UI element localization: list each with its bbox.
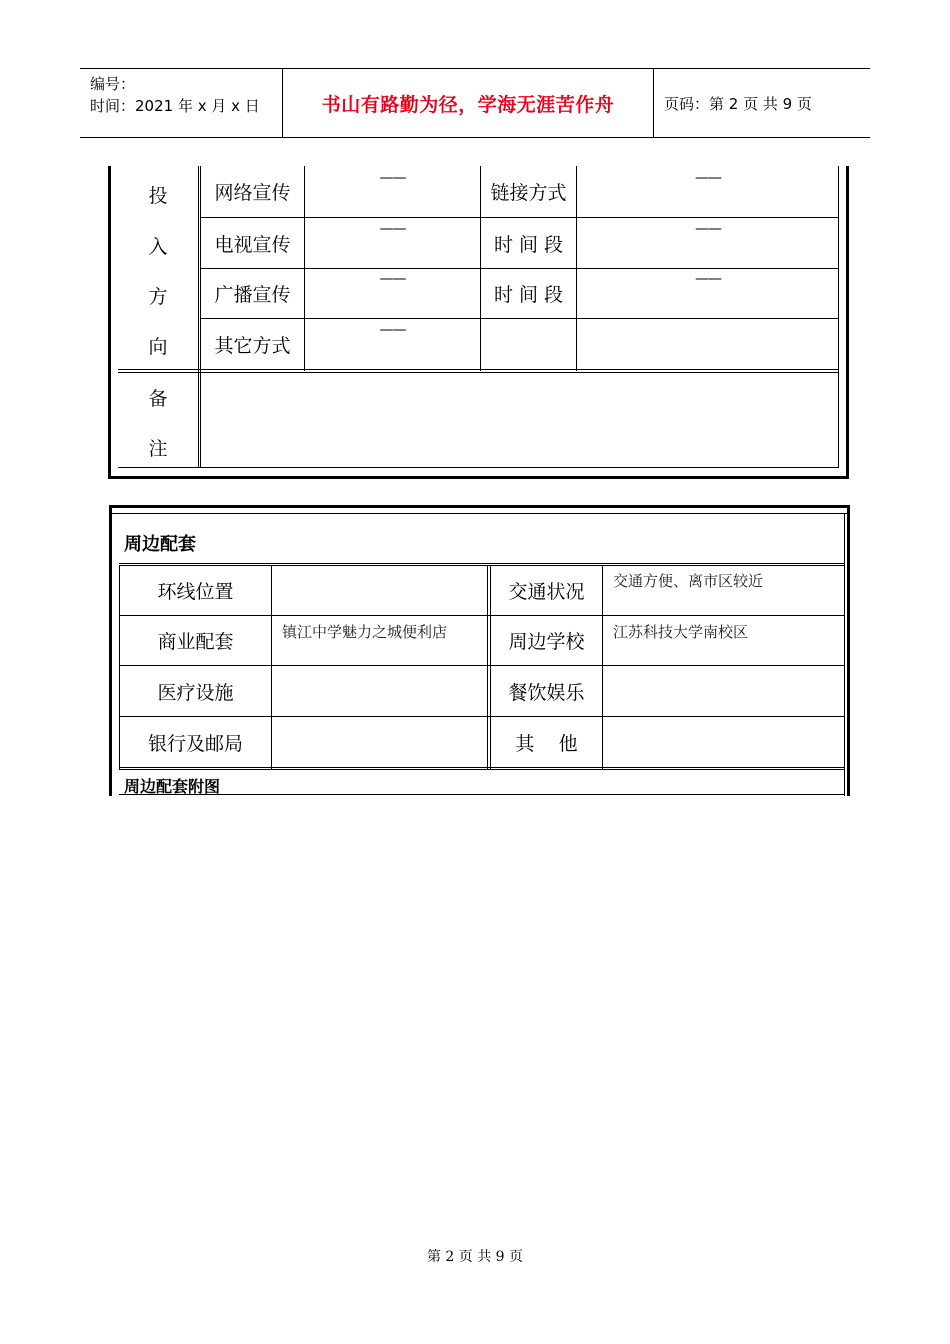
side-char-3: 方 <box>148 286 168 308</box>
time-label: 时间：2021 年 x 月 x 日 <box>90 97 260 115</box>
number-label: 编号： <box>90 75 136 93</box>
surr-label-dining: 餐饮娱乐 <box>508 681 585 704</box>
row-value-network: —— <box>379 170 406 186</box>
row-label-other: 其它方式 <box>214 334 291 357</box>
row-label-time-slot-1: 时 间 段 <box>493 233 564 256</box>
surr-label-traffic: 交通状况 <box>508 581 585 603</box>
surroundings-title: 周边配套 <box>124 534 196 555</box>
surr-label-medical: 医疗设施 <box>157 681 234 704</box>
surr-label-bank-post: 银行及邮局 <box>147 732 243 755</box>
surr-label-commerce: 商业配套 <box>157 631 234 653</box>
row-value-time-slot-1: —— <box>695 221 721 237</box>
side-char-2: 入 <box>148 236 168 258</box>
investment-table <box>108 166 849 479</box>
surroundings-map-label: 周边配套附图 <box>124 777 221 796</box>
header-page-label: 页码：第 2 页 共 9 页 <box>664 94 812 113</box>
header-motto: 书山有路勤为径，学海无涯苦作舟 <box>282 69 654 137</box>
page-footer: 第 2 页 共 9 页 <box>426 1249 524 1265</box>
surroundings-table <box>109 505 850 796</box>
row-value-time-slot-2: —— <box>695 271 721 287</box>
row-label-other-2 <box>481 319 576 369</box>
remark-char-2: 注 <box>148 438 168 460</box>
side-char-1: 投 <box>148 185 168 207</box>
remark-char-1: 备 <box>148 388 168 410</box>
row-label-time-slot-2: 时 间 段 <box>493 284 564 306</box>
row-label-link-method: 链接方式 <box>490 182 567 204</box>
surr-label-other: 其 他 <box>515 732 578 755</box>
row-value-other: —— <box>379 322 406 338</box>
row-label-network: 网络宣传 <box>214 182 291 204</box>
row-value-radio: —— <box>379 271 406 287</box>
surr-value-schools: 江苏科技大学南校区 <box>613 623 749 641</box>
surr-label-ring-road: 环线位置 <box>157 581 234 603</box>
row-label-radio: 广播宣传 <box>214 284 291 306</box>
surr-value-commerce: 镇江中学魅力之城便利店 <box>282 623 448 641</box>
surr-label-schools: 周边学校 <box>508 631 585 653</box>
row-value-link-method: —— <box>695 170 721 186</box>
surr-value-traffic: 交通方便、离市区较近 <box>613 572 764 590</box>
side-char-4: 向 <box>148 336 168 358</box>
header-meta <box>80 69 282 137</box>
row-value-tv: —— <box>379 221 406 237</box>
row-label-tv: 电视宣传 <box>214 233 291 256</box>
page-header <box>80 68 870 138</box>
investment-grid <box>118 166 839 468</box>
